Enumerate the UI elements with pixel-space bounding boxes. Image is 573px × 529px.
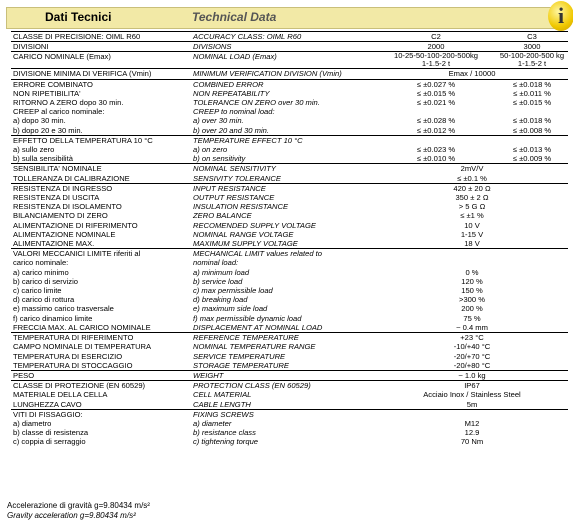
value-c3: [496, 107, 568, 116]
label-it: b) carico di servizio: [13, 276, 78, 286]
spec-row: [11, 52, 568, 69]
spec-row: [11, 390, 568, 399]
spec-row: [11, 221, 568, 230]
value: Acciaio Inox / Stainless Steel: [423, 390, 521, 400]
label-it: LUNGHEZZA CAVO: [13, 399, 82, 409]
spec-row: [11, 89, 568, 98]
label-en: DISPLACEMENT AT NOMINAL LOAD: [193, 322, 323, 332]
label-en: RECOMENDED SUPPLY VOLTAGE: [193, 220, 316, 230]
value-c2: ≤ ±0.012 %: [416, 125, 456, 135]
value: 12.9: [464, 428, 480, 438]
value-c2: ≤ ±0.028 %: [416, 116, 456, 126]
value: ~ 0.4 mm: [456, 322, 488, 332]
label-it: a) diametro: [13, 418, 52, 428]
spec-row: [11, 79, 568, 89]
label-it: c) coppia di serraggio: [13, 437, 86, 447]
label-en: NOMINAL TEMPERATURE RANGE: [193, 342, 316, 352]
label-en: e) maximum side load: [193, 304, 268, 314]
section-header: [6, 7, 556, 29]
label-it: EFFETTO DELLA TEMPERATURA 10 °C: [11, 135, 191, 145]
spec-row: [11, 174, 568, 184]
label-it: RESISTENZA DI ISOLAMENTO: [13, 202, 122, 212]
label-en: CREEP to nominal load:: [193, 107, 275, 117]
spec-row: [11, 164, 568, 174]
value-c3: ≤ ±0.013 %: [512, 145, 552, 155]
value-c3: ≤ ±0.018 %: [496, 79, 568, 89]
label-it: c) carico limite: [13, 286, 62, 296]
label-it: SENSIBILITA' NOMINALE: [11, 164, 191, 174]
spec-row: [11, 126, 568, 136]
label-it: CAMPO NOMINALE DI TEMPERATURA: [13, 342, 152, 352]
spec-row: [11, 116, 568, 125]
label-it: a) dopo 30 min.: [13, 116, 66, 126]
spec-row: [11, 370, 568, 380]
label-en: FIXING SCREWS: [191, 409, 376, 419]
label-it: b) dopo 20 e 30 min.: [13, 125, 83, 135]
label-it: ALIMENTAZIONE NOMINALE: [13, 229, 116, 239]
label-it: e) massimo carico trasversale: [13, 304, 114, 314]
label-en: c) tightening torque: [193, 437, 259, 447]
label-en: a) over 30 min.: [193, 116, 244, 126]
value: -10/+40 °C: [453, 342, 491, 352]
label-en: PROTECTION CLASS (EN 60529): [191, 381, 376, 391]
label-en: a) on zero: [193, 145, 228, 155]
value-c3: [496, 135, 568, 145]
label-it: VALORI MECCANICI LIMITE riferiti al: [11, 249, 191, 259]
label-en: INPUT RESISTANCE: [191, 183, 376, 193]
value: 75 %: [463, 313, 481, 323]
spec-row: [11, 323, 568, 333]
spec-row: [11, 361, 568, 371]
value-c3: ≤ ±0.018 %: [512, 116, 552, 126]
label-en: NOMINAL SENSITIVITY: [191, 164, 376, 174]
value: 5m: [466, 399, 478, 409]
label-en: b) over 20 and 30 min.: [193, 125, 269, 135]
value: -20/+80 °C: [453, 360, 491, 370]
spec-row: [11, 258, 568, 267]
label-it: VITI DI FISSAGGIO:: [11, 409, 191, 419]
value-c2: ≤ ±0.023 %: [416, 145, 456, 155]
label-en: b) on sensitivity: [193, 154, 246, 164]
value: ≤ ±1 %: [460, 211, 484, 221]
spec-row: [11, 286, 568, 295]
value: 200 %: [461, 304, 483, 314]
value: 10 V: [464, 220, 480, 230]
label-it: RESISTENZA DI INGRESSO: [11, 183, 191, 193]
value: 420 ± 20 Ω: [376, 183, 568, 193]
title-it: Dati Tecnici: [45, 10, 112, 24]
spec-row: [11, 268, 568, 277]
label-it: a) carico minimo: [13, 267, 69, 277]
spec-row: [11, 428, 568, 437]
value: 2mV/V: [376, 164, 568, 174]
value: >300 %: [459, 295, 485, 305]
label-en: TEMPERATURE EFFECT 10 °C: [191, 135, 376, 145]
spec-row: [11, 193, 568, 202]
label-it: d) carico di rottura: [13, 295, 75, 305]
spec-row: [11, 304, 568, 313]
value-c3: ≤ ±0.009 %: [512, 154, 552, 164]
value-c2: ≤ ±0.021 %: [416, 98, 456, 108]
spec-row: [11, 32, 568, 42]
spec-row: [11, 69, 568, 79]
label-it: TEMPERATURA DI ESERCIZIO: [13, 351, 123, 361]
value-c2: C2: [376, 32, 496, 42]
label-en: STORAGE TEMPERATURE: [193, 360, 289, 370]
spec-row: [11, 107, 568, 116]
spec-row: [11, 437, 568, 446]
label-it: TOLLERANZA DI CALIBRAZIONE: [13, 173, 130, 183]
label-en: a) diameter: [193, 418, 232, 428]
spec-row: [11, 154, 568, 164]
label-it: CREEP al carico nominale:: [13, 107, 105, 117]
value: [376, 249, 568, 259]
label-en: NOMINAL RANGE VOLTAGE: [193, 229, 294, 239]
spec-row: [11, 333, 568, 343]
value: ~ 1.0 kg: [376, 370, 568, 380]
spec-row: [11, 183, 568, 193]
value: 70 Nm: [460, 437, 484, 447]
info-icon: i: [548, 1, 573, 33]
value: 0 %: [465, 267, 479, 277]
spec-row: [11, 249, 568, 259]
label-en: b) service load: [193, 276, 243, 286]
spec-row: [11, 98, 568, 107]
value-c3: ≤ ±0.008 %: [512, 125, 552, 135]
label-it: ERRORE COMBINATO: [11, 79, 191, 89]
label-it: BILANCIAMENTO DI ZERO: [13, 211, 108, 221]
label-it: b) classe di resistenza: [13, 428, 89, 438]
footer-it: Accelerazione di gravità g=9.80434 m/s²: [7, 501, 150, 510]
value: +23 °C: [376, 333, 568, 343]
label-en: MAXIMUM SUPPLY VOLTAGE: [193, 239, 298, 249]
label-it: DIVISIONE MINIMA DI VERIFICA (Vmin): [11, 69, 191, 79]
label-it: NON RIPETIBILITA': [13, 88, 81, 98]
label-en: TOLERANCE ON ZERO over 30 min.: [193, 98, 320, 108]
value: 1-15 V: [460, 229, 484, 239]
spec-row: [11, 230, 568, 239]
value: [376, 409, 568, 419]
value-c3: ≤ ±0.015 %: [512, 98, 552, 108]
value: ≤ ±0.1 %: [457, 173, 487, 183]
label-en: nominal load:: [193, 258, 239, 268]
spec-row: [11, 419, 568, 428]
spec-row: [11, 400, 568, 410]
label-it: b) sulla sensibilità: [13, 154, 73, 164]
value-c3: C3: [496, 32, 568, 42]
value: Emax / 10000: [376, 69, 568, 79]
label-it: TEMPERATURA DI RIFERIMENTO: [11, 333, 191, 343]
spec-row: [11, 352, 568, 361]
value: 350 ± 2 Ω: [455, 193, 489, 203]
spec-row: [11, 211, 568, 220]
label-it: carico nominale:: [13, 258, 69, 268]
label-en: NON REPEATABILITY: [193, 88, 270, 98]
value-c3: 50-100-200-500 kg 1-1.5-2 t: [496, 52, 568, 69]
label-en: INSULATION RESISTANCE: [193, 202, 289, 212]
value-c2: ≤ ±0.015 %: [416, 88, 456, 98]
label-en: MECHANICAL LIMIT values related to: [191, 249, 376, 259]
label-en: NOMINAL LOAD (Emax): [191, 52, 376, 69]
value-c2: ≤ ±0.027 %: [376, 79, 496, 89]
label-it: RESISTENZA DI USCITA: [13, 193, 100, 203]
spec-row: [11, 409, 568, 419]
label-it: FRECCIA MAX. AL CARICO NOMINALE: [13, 322, 151, 332]
label-en: OUTPUT RESISTANCE: [193, 193, 275, 203]
label-it: CARICO NOMINALE (Emax): [11, 52, 191, 69]
spec-row: [11, 342, 568, 351]
value-c3: 3000: [496, 42, 568, 52]
label-en: ZERO BALANCE: [193, 211, 252, 221]
value: > 5 G Ω: [458, 202, 486, 212]
value: 18 V: [464, 239, 480, 249]
value-c2: [376, 107, 496, 116]
value: 150 %: [461, 286, 483, 296]
label-it: f) carico dinamico limite: [13, 313, 93, 323]
label-it: ALIMENTAZIONE DI RIFERIMENTO: [13, 220, 138, 230]
label-en: WEIGHT: [191, 370, 376, 380]
label-en: ACCURACY CLASS: OIML R60: [191, 32, 376, 42]
value-c2: 10-25-50-100-200-500kg 1-1.5-2 t: [376, 52, 496, 69]
label-en: c) max permissible load: [193, 286, 273, 296]
label-en: SENSIVITY TOLERANCE: [193, 173, 281, 183]
label-en: REFERENCE TEMPERATURE: [191, 333, 376, 343]
label-en: DIVISIONS: [191, 42, 376, 52]
value: M12: [464, 418, 480, 428]
label-en: CELL MATERIAL: [193, 390, 252, 400]
value-c3: ≤ ±0.011 %: [513, 88, 551, 98]
label-en: MINIMUM VERIFICATION DIVISION (Vmin): [191, 69, 376, 79]
label-en: CABLE LENGTH: [193, 399, 251, 409]
label-en: COMBINED ERROR: [191, 79, 376, 89]
label-it: PESO: [11, 370, 191, 380]
label-it: DIVISIONI: [11, 42, 191, 52]
label-en: SERVICE TEMPERATURE: [193, 351, 286, 361]
title-en: Technical Data: [192, 10, 277, 24]
label-en: d) breaking load: [193, 295, 248, 305]
spec-row: [11, 314, 568, 323]
label-it: MATERIALE DELLA CELLA: [13, 390, 108, 400]
value-c2: 2000: [376, 42, 496, 52]
value: 120 %: [461, 276, 483, 286]
value-c2: [376, 135, 496, 145]
spec-table: [11, 31, 568, 447]
label-it: ALIMENTAZIONE MAX.: [13, 239, 95, 249]
spec-row: [11, 277, 568, 286]
label-en: a) minimum load: [193, 267, 250, 277]
label-it: TEMPERATURA DI STOCCAGGIO: [13, 360, 133, 370]
spec-row: [11, 239, 568, 249]
spec-row: [11, 135, 568, 145]
label-en: b) resistance class: [193, 428, 256, 438]
spec-row: [11, 145, 568, 154]
spec-row: [11, 202, 568, 211]
label-it: CLASSE DI PROTEZIONE (EN 60529): [11, 381, 191, 391]
spec-row: [11, 381, 568, 391]
spec-row: [11, 295, 568, 304]
footer-en: Gravity acceleration g=9.80434 m/s²: [7, 511, 136, 520]
value: [376, 258, 568, 267]
value: IP67: [376, 381, 568, 391]
spec-row: [11, 42, 568, 52]
value: -20/+70 °C: [453, 351, 491, 361]
value-c2: ≤ ±0.010 %: [416, 154, 456, 164]
label-it: a) sullo zero: [13, 145, 55, 155]
label-it: RITORNO A ZERO dopo 30 min.: [13, 98, 124, 108]
label-en: f) max permissible dynamic load: [193, 313, 302, 323]
label-it: CLASSE DI PRECISIONE: OIML R60: [11, 32, 191, 42]
